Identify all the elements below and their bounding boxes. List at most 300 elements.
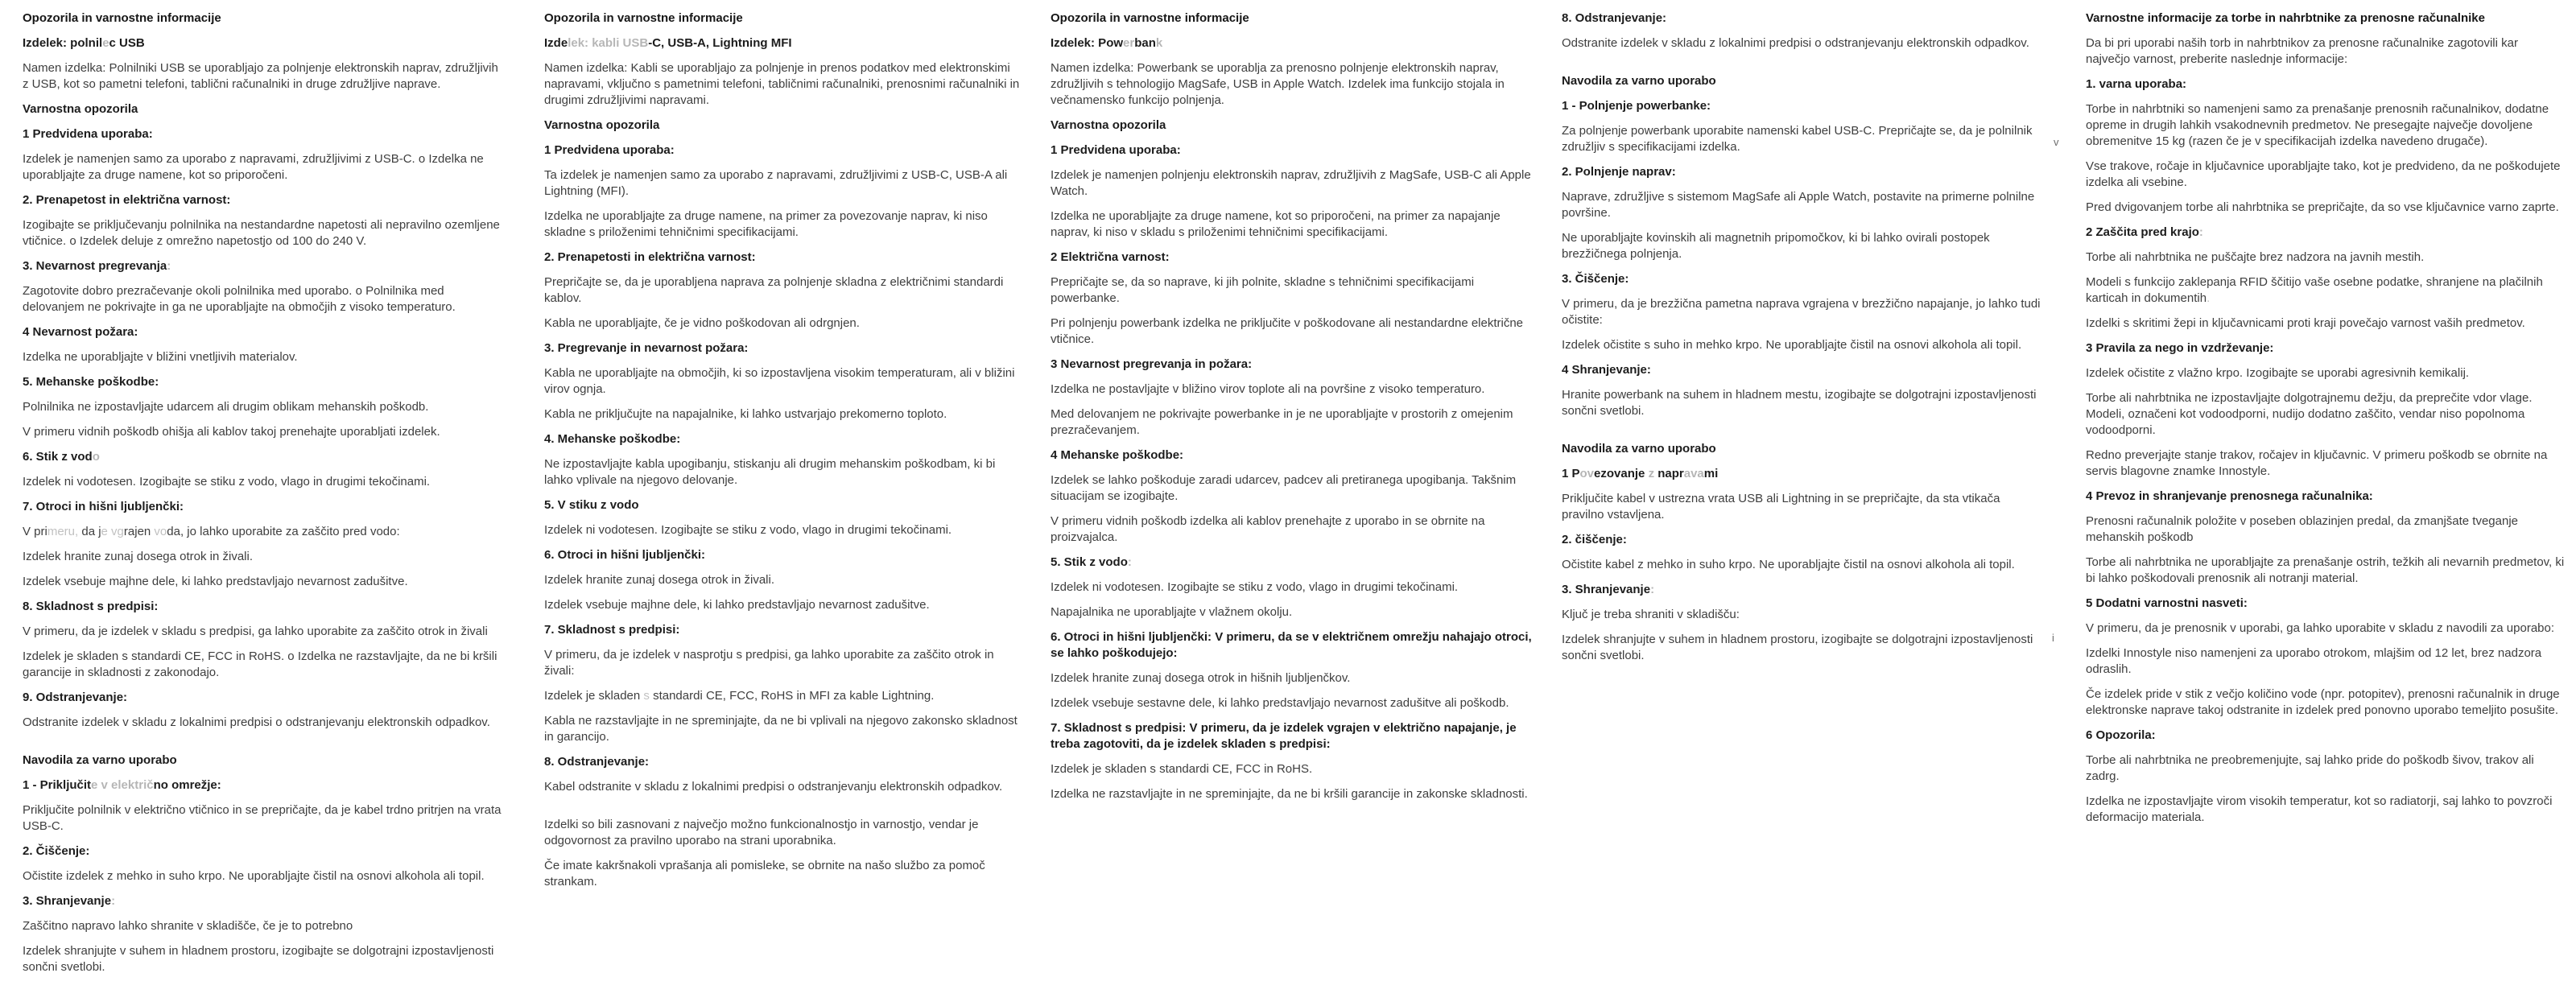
text-run: Izdelek se lahko poškoduje zaradi udarcev, padcev ali pretiranega upogibanja. Takšnim situacijam se izogibajte. [1051, 473, 1517, 503]
text-run: Izdelka ne postavljajte v bližino virov toplote ali na površine z visoko temperaturo. [1051, 382, 1485, 396]
text-run: Opozorila in varnostne informacije [544, 11, 743, 25]
paragraph [1051, 670, 1534, 686]
text-run: 2. Čiščenje: [23, 844, 90, 858]
text-run: Vse trakove, ročaje in ključavnice uporabljajte tako, kot je predvideno, da ne poškodujete izdelka ali vsebine. [2086, 159, 2561, 189]
text-run: Izdelek ni vodotesen. Izogibajte se stiku z vodo, vlago in drugimi tekočinami. [23, 475, 431, 489]
column-title [544, 10, 1027, 27]
paragraph [2086, 555, 2565, 587]
paragraph [544, 208, 1027, 241]
section-heading [1051, 142, 1534, 159]
paragraph [23, 574, 506, 590]
paragraph [23, 217, 506, 249]
section-heading [23, 893, 506, 909]
paragraph [1051, 579, 1534, 596]
text-run: Ne izpostavljajte kabla upogibanju, stiskanju ali drugim mehanskim poškodbam, ki bi lahko vplivale na njegovo delovanje. [544, 457, 996, 487]
text-run: V primeru, da je izdelek v nasprotju s predpisi, ga lahko uporabite za zaščito otrok in živali: [544, 648, 994, 678]
section-heading [23, 599, 506, 615]
paragraph [2086, 101, 2565, 150]
text-run: 2 Zaščita pred krajo [2086, 225, 2199, 239]
text-run: 7. Skladnost s predpisi: V primeru, da je izdelek vgrajen v električno napajanje, je treba zagotoviti, da je izdelek skladen s predpisi: [1051, 721, 1517, 751]
paragraph [544, 572, 1027, 588]
paragraph [544, 647, 1027, 679]
paragraph [544, 713, 1027, 745]
paragraph [1562, 491, 2045, 523]
text-run: Izdelek: Pow [1051, 36, 1124, 50]
section-heading [2086, 489, 2565, 505]
text-run: da, jo lahko uporabite za zaščito pred vodo: [167, 525, 400, 538]
paragraph [1051, 274, 1534, 307]
text-run: rajen [123, 525, 151, 538]
text-run: 4 Mehanske poškodbe: [1051, 448, 1184, 462]
faded-text-run: : [1127, 555, 1132, 569]
text-run: 2 Električna varnost: [1051, 250, 1170, 264]
text-run: V primeru, da je izdelek v skladu s predpisi, ga lahko uporabite za zaščito otrok in živali [23, 625, 488, 638]
text-run: Očistite izdelek z mehko in suho krpo. Ne uporabljajte čistil na osnovi alkohola ali topil. [23, 869, 485, 883]
section-heading [1051, 720, 1534, 752]
paragraph [23, 151, 506, 183]
text-run: 6 Opozorila: [2086, 728, 2156, 742]
paragraph [1051, 381, 1534, 398]
paragraph [23, 715, 506, 731]
text-run: Izdelek hranite zunaj dosega otrok in živali. [544, 573, 774, 587]
paragraph [1562, 230, 2045, 262]
column-powerbank [1051, 10, 1534, 811]
section-heading [23, 101, 506, 118]
section-heading [1562, 441, 2045, 457]
faded-text-run: : [2198, 225, 2203, 239]
text-run: 1. varna uporaba: [2086, 77, 2187, 91]
text-run: 8. Odstranjevanje: [1562, 11, 1667, 25]
paragraph [544, 365, 1027, 398]
column-powerbank-usage [1562, 10, 2045, 673]
text-run: Izdelek: polnil [23, 36, 103, 50]
section-heading [544, 340, 1027, 357]
text-run: Varnostna opozorila [1051, 118, 1166, 132]
text-run: V primeru vidnih poškodb izdelka ali kablov prenehajte z uporabo in se obrnite na proizvajalca. [1051, 514, 1485, 544]
paragraph [2086, 35, 2565, 68]
faded-text-run: . [2207, 291, 2211, 305]
section-heading [23, 324, 506, 340]
text-run: 2. Polnjenje naprav: [1562, 165, 1676, 179]
section-heading [1051, 555, 1534, 571]
text-run: 3. Nevarnost pregrevanja [23, 259, 167, 273]
section-heading [23, 690, 506, 706]
section-heading [23, 258, 506, 274]
text-run: Torbe in nahrbtniki so namenjeni samo za prenašanje prenosnih računalnikov, dodatne opreme in drugih lahkih vsakodnevnih predmetov. Ne presegajte največje dovoljene obremenitve 15 kg (razen če je v specifikacijah izdelka navedeno drugače). [2086, 102, 2549, 148]
text-run: Redno preverjajte stanje trakov, ročajev in ključavnic. V primeru poškodb se obrnite na servis blagovne znamke Innostyle. [2086, 448, 2548, 478]
paragraph [1562, 35, 2045, 52]
text-run: 5. Stik z vodo [1051, 555, 1128, 569]
section-heading [1562, 10, 2045, 27]
text-run: ezovanje [1594, 467, 1649, 480]
paragraph [544, 858, 1027, 890]
text-run: Varnostna opozorila [544, 118, 660, 132]
text-run: 2. Prenapetosti in električna varnost: [544, 250, 756, 264]
text-run: 2. Prenapetost in električna varnost: [23, 193, 231, 207]
text-run: Izdelek očistite s suho in mehko krpo. Ne uporabljajte čistil na osnovi alkohola ali topil. [1562, 338, 2022, 352]
text-run: c USB [109, 36, 145, 50]
section-heading [1562, 271, 2045, 287]
faded-text-run: ava [1683, 467, 1704, 480]
column-cables [544, 10, 1027, 899]
text-run: Če izdelek pride v stik z večjo količino vode (npr. potopitev), prenosni računalnik in druge elektronske naprave takoj odstranite in izdelek pred ponovno uporabo temeljito posušite. [2086, 687, 2560, 717]
paragraph [1051, 513, 1534, 546]
paragraph [23, 283, 506, 315]
column-title [23, 10, 506, 27]
text-run: 3 Nevarnost pregrevanja in požara: [1051, 357, 1253, 371]
text-run: Izdelek je namenjen polnjenju elektronskih naprav, združljivih z MagSafe, USB-C ali Apple Watch. [1051, 168, 1531, 198]
paragraph [544, 522, 1027, 538]
paragraph [2086, 794, 2565, 826]
text-run: 5. V stiku z vodo [544, 498, 639, 512]
section-heading [23, 499, 506, 515]
section-heading [544, 142, 1027, 159]
paragraph [1562, 387, 2045, 419]
text-run: Izdelek je skladen [544, 689, 644, 703]
text-run: Izdelek je namenjen samo za uporabo z napravami, združljivimi z USB-C. o Izdelka ne uporabljajte za druge namene, kot so priporočeni. [23, 152, 484, 182]
faded-text-run: e v električ [91, 778, 154, 792]
paragraph [544, 274, 1027, 307]
text-run: Med delovanjem ne pokrivajte powerbanke in je ne uporabljajte v prostorih z omejenim prezračevanjem. [1051, 407, 1513, 437]
paragraph [23, 399, 506, 415]
text-run: mi [1703, 467, 1719, 480]
faded-text-run: e [102, 36, 109, 50]
column-title [1051, 10, 1534, 27]
text-run: Namen izdelka: Polnilniki USB se uporabljajo za polnjenje elektronskih naprav, združljivih z USB, kot so pametni telefoni, tablični računalniki in druge združljive naprave. [23, 61, 498, 91]
text-run: 6. Otroci in hišni ljubljenčki: [544, 548, 706, 562]
text-run: Izdelek hranite zunaj dosega otrok in živali. [23, 550, 253, 563]
section-heading [23, 777, 506, 794]
text-run: Namen izdelka: Kabli se uporabljajo za polnjenje in prenos podatkov med elektronskimi napravami, vključno s pametnimi telefoni, tabličnimi računalniki, prenosnimi računalniki in drugimi združljivimi napravami. [544, 61, 1020, 107]
section-heading [544, 497, 1027, 513]
section-heading [1051, 35, 1534, 52]
section-heading [1051, 629, 1534, 662]
text-run: Kabla ne uporabljajte na območjih, ki so izpostavljena visokim temperaturam, ali v bližini virov ognja. [544, 366, 1015, 396]
section-heading [1051, 447, 1534, 464]
text-run: Izdelka ne uporabljajte za druge namene, kot so priporočeni, na primer za napajanje naprav, ki niso v skladu s priloženimi tehničnimi specifikacijami. [1051, 209, 1501, 239]
section-heading [23, 449, 506, 465]
section-heading [23, 35, 506, 52]
section-heading [2086, 340, 2565, 357]
text-run: Naprave, združljive s sistemom MagSafe ali Apple Watch, postavite na primerne polnilne površine. [1562, 190, 2035, 220]
paragraph [1051, 60, 1534, 109]
section-heading [2086, 225, 2565, 241]
paragraph [23, 868, 506, 884]
section-heading [2086, 728, 2565, 744]
text-run: da j [78, 525, 101, 538]
text-run: Varnostna opozorila [23, 102, 138, 116]
paragraph [544, 456, 1027, 489]
faded-text-run: ov [1579, 467, 1595, 480]
section-heading [544, 118, 1027, 134]
section-heading [1562, 164, 2045, 180]
text-run: Opozorila in varnostne informacije [1051, 11, 1249, 25]
text-run: -C, USB-A, Lightning MFI [648, 36, 792, 50]
text-run: Kabla ne priključujte na napajalnike, ki lahko ustvarjajo prekomerno toploto. [544, 407, 947, 421]
text-run: Izdelka ne izpostavljajte virom visokih temperatur, kot so radiatorji, saj lahko to povzroči deformacijo materiala. [2086, 794, 2553, 824]
text-run: 3. Pregrevanje in nevarnost požara: [544, 341, 749, 355]
text-run: Izdelek vsebuje majhne dele, ki lahko predstavljajo nevarnost zadušitve. [23, 575, 408, 588]
section-heading [1051, 118, 1534, 134]
text-run: Če imate kakršnakoli vprašanja ali pomisleke, se obrnite na našo službo za pomoč strankam. [544, 859, 985, 888]
text-run: Pred dvigovanjem torbe ali nahrbtnika se prepričajte, da so vse ključavnice varno zaprte. [2086, 200, 2559, 214]
text-run: Kabel odstranite v skladu z lokalnimi predpisi o odstranjevanju elektronskih odpadkov. [544, 780, 1003, 794]
text-run: 4 Shranjevanje: [1562, 363, 1651, 377]
text-run: Izdelka ne uporabljajte v bližini vnetljivih materialov. [23, 350, 298, 364]
paragraph [1051, 167, 1534, 200]
text-run: Torbe ali nahrbtnika ne puščajte brez nadzora na javnih mestih. [2086, 250, 2425, 264]
text-run: 7. Skladnost s predpisi: [544, 623, 680, 637]
text-run: V pri [23, 525, 47, 538]
paragraph [1562, 632, 2045, 664]
stray-artifact-character: i [2052, 632, 2054, 644]
text-run: Izdelka ne razstavljajte in ne spreminjajte, da ne bi kršili garancije in zakonske skladnosti. [1051, 787, 1528, 801]
paragraph [2086, 513, 2565, 546]
text-run: Kabla ne razstavljajte in ne spreminjajte, da ne bi vplivali na njegovo zakonsko skladnost in garancijo. [544, 714, 1018, 744]
paragraph [23, 474, 506, 490]
faded-text-run: k [1155, 36, 1163, 50]
paragraph [1562, 607, 2045, 623]
text-run: Očistite kabel z mehko in suho krpo. Ne uporabljajte čistil na osnovi alkohola ali topil. [1562, 558, 2015, 571]
text-run: V primeru, da je prenosnik v uporabi, ga lahko uporabite v skladu z navodili za uporabo: [2086, 621, 2555, 635]
text-run: Izdelki so bili zasnovani z največjo možno funkcionalnostjo in varnostjo, vendar je odgovornost za pravilno uporabo na strani uporabnika. [544, 818, 979, 847]
faded-text-run: meru, [47, 525, 79, 538]
text-run: 3. Shranjevanje [23, 894, 112, 908]
text-run: 1 P [1562, 467, 1580, 480]
paragraph [23, 802, 506, 835]
text-run: 5. Mehanske poškodbe: [23, 375, 159, 389]
text-run: Izdelek vsebuje sestavne dele, ki lahko predstavljajo nevarnost zadušitve ali poškodb. [1051, 696, 1509, 710]
paragraph [544, 167, 1027, 200]
section-heading [1562, 582, 2045, 598]
text-run: 6. Otroci in hišni ljubljenčki: V primeru, da se v električnem omrežju nahajajo otroci, se lahko poškodujejo: [1051, 630, 1532, 660]
paragraph [1562, 337, 2045, 353]
faded-text-run: s [643, 689, 654, 703]
paragraph [23, 524, 506, 540]
paragraph [23, 943, 506, 975]
text-run: Navodila za varno uporabo [1562, 442, 1716, 456]
text-run: Izdelek vsebuje majhne dele, ki lahko predstavljajo nevarnost zadušitve. [544, 598, 930, 612]
section-heading [544, 547, 1027, 563]
text-run: 7. Otroci in hišni ljubljenčki: [23, 500, 184, 513]
text-run: Hranite powerbank na suhem in hladnem mestu, izogibajte se dolgotrajni izpostavljenosti sončni svetlobi. [1562, 388, 2037, 418]
text-run: 3. Shranjevanje [1562, 583, 1651, 596]
paragraph [544, 779, 1027, 795]
faded-text-run: lek: kabli USB [568, 36, 649, 50]
text-run: Prepričajte se, da so naprave, ki jih polnite, skladne s tehničnimi specifikacijami powerbanke. [1051, 275, 1475, 305]
text-run: Izdelek hranite zunaj dosega otrok in hišnih ljubljenčkov. [1051, 671, 1351, 685]
text-run: 1 - Priključit [23, 778, 92, 792]
paragraph [544, 406, 1027, 423]
section-heading [2086, 76, 2565, 93]
text-run: Izdelek shranjujte v suhem in hladnem prostoru, izogibajte se dolgotrajni izpostavljenosti sončni svetlobi. [1562, 633, 2033, 662]
paragraph [23, 60, 506, 93]
text-run: Namen izdelka: Powerbank se uporablja za prenosno polnjenje elektronskih naprav, združljivih s tehnologijo MagSafe, USB in Apple Watch. Izdelek ima funkcijo stojala in večnamensko funkcijo polnjenja. [1051, 61, 1505, 107]
text-run: Zagotovite dobro prezračevanje okoli polnilnika med uporabo. o Polnilnika med delovanjem ne pokrivajte in ga ne uporabljajte na območjih z visoko temperaturo. [23, 284, 456, 314]
section-heading [1051, 357, 1534, 373]
paragraph [23, 349, 506, 365]
paragraph [2086, 365, 2565, 381]
paragraph [1051, 315, 1534, 348]
section-heading [1562, 532, 2045, 548]
paragraph [2086, 390, 2565, 439]
paragraph [23, 649, 506, 681]
paragraph [2086, 447, 2565, 480]
text-run: Ta izdelek je namenjen samo za uporabo z napravami, združljivimi z USB-C, USB-A ali Lightning (MFI). [544, 168, 1008, 198]
faded-text-run: e vg [101, 525, 124, 538]
text-run: 2. čiščenje: [1562, 533, 1627, 546]
paragraph [544, 60, 1027, 109]
text-run: Napajalnika ne uporabljajte v vlažnem okolju. [1051, 605, 1293, 619]
column-title [2086, 10, 2565, 27]
text-run: Torbe ali nahrbtnika ne uporabljajte za prenašanje ostrih, težkih ali nevarnih predmetov, ki bi lahko poškodovali prenosnik ali notranji material. [2086, 555, 2565, 585]
section-heading [1562, 362, 2045, 378]
paragraph [2086, 752, 2565, 785]
section-heading [1562, 73, 2045, 89]
text-run: 3. Čiščenje: [1562, 272, 1629, 286]
text-run: 3 Pravila za nego in vzdrževanje: [2086, 341, 2274, 355]
text-run: Ne uporabljajte kovinskih ali magnetnih pripomočkov, ki bi lahko ovirali postopek brezžičnega polnjenja. [1562, 231, 1990, 261]
paragraph [1051, 208, 1534, 241]
text-run: Pri polnjenju powerbank izdelka ne priključite v poškodovane ali nestandardne električne vtičnice. [1051, 316, 1524, 346]
paragraph [1562, 189, 2045, 221]
paragraph [2086, 621, 2565, 637]
text-run: Priključite polnilnik v električno vtičnico in se prepričajte, da je kabel trdno pritrjen na vrata USB-C. [23, 803, 502, 833]
text-run: Opozorila in varnostne informacije [23, 11, 221, 25]
text-run: Navodila za varno uporabo [23, 753, 177, 767]
text-run: Izdelek shranjujte v suhem in hladnem prostoru, izogibajte se dolgotrajni izpostavljenosti sončni svetlobi. [23, 944, 494, 974]
paragraph [1051, 761, 1534, 777]
paragraph [1051, 406, 1534, 439]
text-run: ban [1134, 36, 1156, 50]
section-heading [2086, 596, 2565, 612]
paragraph [544, 688, 1027, 704]
text-run: V primeru, da je brezžična pametna naprava vgrajena v brezžično napajanje, jo lahko tudi očistite: [1562, 297, 2041, 327]
paragraph [2086, 200, 2565, 216]
column-laptop-bags [2086, 10, 2565, 835]
text-run: 4. Mehanske poškodbe: [544, 432, 681, 446]
text-run: 6. Stik z vod [23, 450, 93, 464]
section-heading [544, 249, 1027, 266]
text-run: Izdelka ne uporabljajte za druge namene, na primer za povezovanje naprav, ki niso skladne s priloženimi tehničnimi specifikacijami. [544, 209, 988, 239]
text-run: Izdelek je skladen s standardi CE, FCC in RoHS. o Izdelka ne razstavljajte, da ne bi kršili garancije in skladnosti z zakonodajo. [23, 649, 497, 679]
paragraph [1562, 296, 2045, 328]
text-run: Izdelek je skladen s standardi CE, FCC in RoHS. [1051, 762, 1313, 776]
text-run: Prepričajte se, da je uporabljena naprava za polnjenje skladna z električnimi standardi kablov. [544, 275, 1004, 305]
text-run: no omrežje: [153, 778, 221, 792]
text-run: 8. Skladnost s predpisi: [23, 600, 159, 613]
text-run: Torbe ali nahrbtnika ne izpostavljajte dolgotrajnemu dežju, da preprečite vdor vlage. Modeli, označeni kot vodoodporni, nudijo dodatno zaščito, vendar niso popolnoma vodoodporni. [2086, 391, 2533, 437]
faded-text-run: vo [151, 525, 167, 538]
text-run: Za polnjenje powerbank uporabite namenski kabel USB-C. Prepričajte se, da je polnilnik združljiv s specifikacijami izdelka. [1562, 124, 2033, 154]
paragraph [1051, 695, 1534, 711]
text-run: Torbe ali nahrbtnika ne preobremenjujte, saj lahko pride do poškodb šivov, trakov ali zadrg. [2086, 753, 2534, 783]
section-heading [23, 752, 506, 769]
text-run: Odstranite izdelek v skladu z lokalnimi predpisi o odstranjevanju elektronskih odpadkov. [23, 715, 490, 729]
column-usb-charger [23, 10, 506, 984]
text-run: Priključite kabel v ustrezna vrata USB ali Lightning in se prepričajte, da sta vtikača pravilno vstavljena. [1562, 492, 2000, 522]
text-run: Izdelki Innostyle niso namenjeni za uporabo otrokom, mlajšim od 12 let, brez nadzora odraslih. [2086, 646, 2542, 676]
text-run: 1 - Polnjenje powerbanke: [1562, 99, 1711, 113]
text-run: napr [1654, 467, 1684, 480]
text-run: Da bi pri uporabi naših torb in nahrbtnikov za prenosne računalnike zagotovili kar največjo varnost, preberite naslednje informacije: [2086, 36, 2518, 66]
paragraph [544, 315, 1027, 332]
paragraph [23, 918, 506, 934]
paragraph [2086, 315, 2565, 332]
text-run: Izdelek očistite z vlažno krpo. Izogibajte se uporabi agresivnih kemikalij. [2086, 366, 2470, 380]
text-run: Izdelek ni vodotesen. Izogibajte se stiku z vodo, vlago in drugimi tekočinami. [1051, 580, 1459, 594]
faded-text-run: o [92, 450, 100, 464]
faded-text-run: z [1648, 467, 1655, 480]
paragraph [1562, 123, 2045, 155]
text-run: Odstranite izdelek v skladu z lokalnimi predpisi o odstranjevanju elektronskih odpadkov. [1562, 36, 2029, 50]
text-run: Izdelki s skritimi žepi in ključavnicami proti kraji povečajo varnost vaših predmetov. [2086, 316, 2525, 330]
text-run: 1 Predvidena uporaba: [1051, 143, 1181, 157]
paragraph [2086, 249, 2565, 266]
section-heading [1562, 98, 2045, 114]
text-run: 1 Predvidena uporaba: [544, 143, 675, 157]
faded-text-run: : [111, 894, 116, 908]
text-run: 1 Predvidena uporaba: [23, 127, 153, 141]
paragraph [23, 624, 506, 640]
stray-artifact-character: v [2054, 136, 2059, 148]
section-heading [1562, 466, 2045, 482]
text-run: 5 Dodatni varnostni nasveti: [2086, 596, 2248, 610]
text-run: Ključ je treba shraniti v skladišču: [1562, 608, 1740, 621]
text-run: 9. Odstranjevanje: [23, 691, 128, 704]
text-run: 4 Nevarnost požara: [23, 325, 138, 339]
faded-text-run: er [1123, 36, 1135, 50]
paragraph [1051, 472, 1534, 505]
paragraph [23, 424, 506, 440]
text-run: V primeru vidnih poškodb ohišja ali kablov takoj prenehajte uporabljati izdelek. [23, 425, 440, 439]
paragraph [1051, 786, 1534, 802]
text-run: Modeli s funkcijo zaklepanja RFID ščitijo vaše osebne podatke, shranjene na plačilnih karticah in dokumentih [2086, 275, 2543, 305]
paragraph [2086, 645, 2565, 678]
section-heading [23, 843, 506, 860]
section-heading [23, 192, 506, 208]
text-run: Zaščitno napravo lahko shranite v skladišče, če je to potrebno [23, 919, 353, 933]
text-run: 8. Odstranjevanje: [544, 755, 650, 769]
text-run: standardi CE, FCC, RoHS in MFI za kable Lightning. [653, 689, 935, 703]
text-run: Kabla ne uporabljajte, če je vidno poškodovan ali odrgnjen. [544, 316, 860, 330]
text-run: Izogibajte se priključevanju polnilnika na nestandardne napetosti ali nepravilno ozemljene vtičnice. o Izdelek deluje z omrežno napetostjo od 100 do 240 V. [23, 218, 500, 248]
text-run: Navodila za varno uporabo [1562, 74, 1716, 88]
paragraph [2086, 274, 2565, 307]
text-run: 4 Prevoz in shranjevanje prenosnega računalnika: [2086, 489, 2373, 503]
text-run: Varnostne informacije za torbe in nahrbtnike za prenosne računalnike [2086, 11, 2485, 25]
section-heading [544, 754, 1027, 770]
text-run: Prenosni računalnik položite v poseben oblazinjen predal, da zmanjšate tveganje mehanskih poškodb [2086, 514, 2519, 544]
text-run: Izde [544, 36, 568, 50]
paragraph [544, 817, 1027, 849]
paragraph [2086, 159, 2565, 191]
faded-text-run: : [167, 259, 171, 273]
section-heading [23, 126, 506, 142]
paragraph [23, 549, 506, 565]
text-run: Izdelek ni vodotesen. Izogibajte se stiku z vodo, vlago in drugimi tekočinami. [544, 523, 952, 537]
paragraph [2086, 686, 2565, 719]
section-heading [1051, 249, 1534, 266]
faded-text-run: : [1650, 583, 1655, 596]
section-heading [544, 622, 1027, 638]
section-heading [23, 374, 506, 390]
text-run: Polnilnika ne izpostavljajte udarcem ali drugim oblikam mehanskih poškodb. [23, 400, 429, 414]
paragraph [544, 597, 1027, 613]
section-heading [544, 35, 1027, 52]
paragraph [1562, 557, 2045, 573]
paragraph [1051, 604, 1534, 621]
